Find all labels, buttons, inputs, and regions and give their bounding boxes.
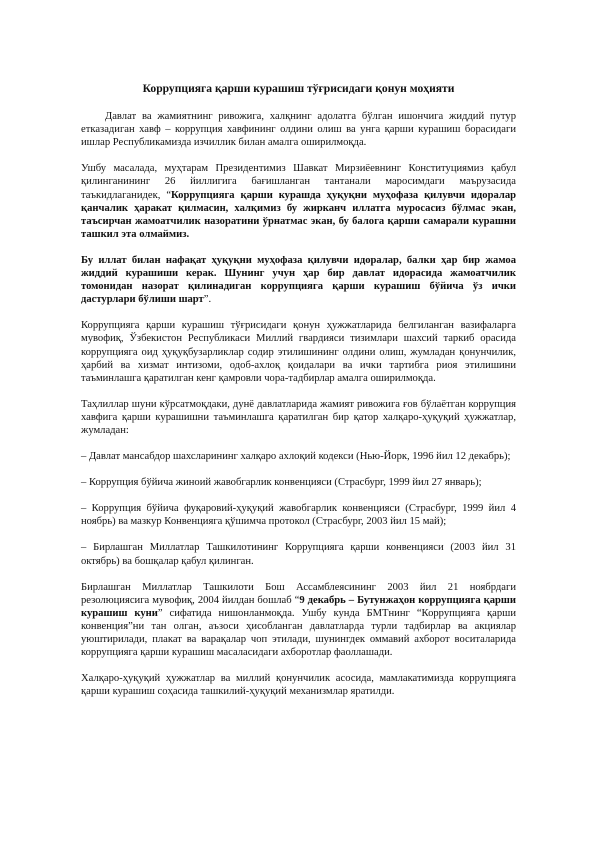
document-page [81, 82, 516, 711]
paragraph-1: Давлат ва жамиятнинг ривожига, халқнинг адолатга бўлган ишончига жиддий путур етказадиган хавф – коррупция хавфининг олдини олиш ва унга қарши курашиш борасидаги ишлар Республикамизда изчиллик билан амалга оширилмоқда. [81, 111, 516, 149]
list-item: – Коррупция бўйича жиноий жавобгарлик конвенцияси (Страсбург, 1999 йил 27 январь); [81, 477, 482, 489]
paragraph-6-part2: ” сифатида нишонланмоқда. Ушбу кунда БМТнинг “Коррупцияга қарши конвенция”ни тан олган, аъзоси ҳисобланган давлатларда турли тадбирлар ва акциялар уюштирилади, плакат ва варақалар чоп этилади, шунингдек оммавий ахборот воситаларида коррупцияга қарши курашиш масаласидаги ахборотлар фаоллашади. [81, 607, 516, 659]
paragraph-4: Коррупцияга қарши курашиш тўғрисидаги қонун ҳужжатларида белгиланган вазифаларга мувофиқ, Ўзбекистон Республикаси Миллий гвардияси тизимлари шахсий таркиб орасида коррупцияга оид ҳуқуқбузарликлар содир этилишининг олдини олиш, жумладан қонунчилик, ҳарбий ва хизмат интизоми, одоб-ахлоқ қоидалари ва ички тартибга риоя этилишини таъминлашга қаратилган кенг қамровли чора-тадбирлар амалга оширилмоқда. [81, 320, 516, 384]
paragraph-7: Халқаро-ҳуқуқий ҳужжатлар ва миллий қонунчилик асосида, мамлакатимизда коррупцияга қарши курашиш соҳасида ташкилий-ҳуқуқий механизмлар яратилди. [81, 673, 516, 698]
paragraph-2-quote: Коррупцияга қарши курашда ҳуқуқни муҳофаза қилувчи идоралар қанчалик ҳаракат қилмасин, халқимиз бу жирканч иллатга муросасиз бўлмас экан, таъсирчан жамоатчилик назоратини ўрнатмас экан, бу балога қарши самарали курашни ташкил эта олмаймиз. [81, 189, 517, 240]
list-item: – Бирлашган Миллатлар Ташкилотининг Коррупцияга қарши конвенцияси (2003 йил 31 октябрь) ва бошқалар қабул қилинган. [81, 542, 516, 567]
paragraph-6 [81, 581, 516, 660]
paragraph-5: Таҳлиллар шуни кўрсатмоқдаки, дунё давлатларида жамият ривожига ғов бўлаётган коррупция хавфига қарши курашишни таъминлашга қаратилган бир қатор халқаро-ҳуқуқий ҳужжатлар, жумладан: [81, 398, 516, 436]
paragraph-2-intro: Ушбу масалада, муҳтарам Президентимиз Шавкат Мирзиёевнинг Конституциямиз қабул қилинганининг 26 йиллигига бағишланган тантанали маросимдаги маърузасида таъкидлаганидек, “ [81, 163, 516, 201]
paragraph-6-part1: Бирлашган Миллатлар Ташкилоти Бош Ассамблеясининг 2003 йил 21 ноябрдаги резолюциясига мувофиқ, 2004 йилдан бошлаб “ [81, 581, 516, 606]
paragraph-3-tail: ”. [203, 294, 212, 306]
list-item: – Коррупция бўйича фуқаровий-ҳуқуқий жавобгарлик конвенцияси (Страсбург, 1999 йил 4 ноябрь) ва мазкур Конвенцияга қўшимча протокол (Страсбург, 2003 йил 15 май); [81, 503, 516, 528]
paragraph-3 [81, 254, 516, 306]
paragraph-2 [81, 162, 516, 241]
document-title: Коррупцияга қарши курашиш тўғрисидаги қонун моҳияти [142, 82, 455, 95]
list-item: – Давлат мансабдор шахсларининг халқаро ахлоқий кодекси (Нью-Йорк, 1996 йил 12 декабрь); [81, 451, 511, 463]
paragraph-6-bold: 9 декабрь – Бутунжаҳон коррупцияга қарши курашиш куни [81, 594, 516, 619]
paragraph-3-quote: Бу иллат билан нафақат ҳуқуқни муҳофаза қилувчи идоралар, балки ҳар бир жамоа жиддий курашиши керак. Шунинг учун ҳар бир давлат идорасида жамоатчилик томонидан назорат қилинадиган коррупцияга қарши курашиш бўйича ўз ички дастурлари бўлиши шарт [81, 254, 516, 306]
